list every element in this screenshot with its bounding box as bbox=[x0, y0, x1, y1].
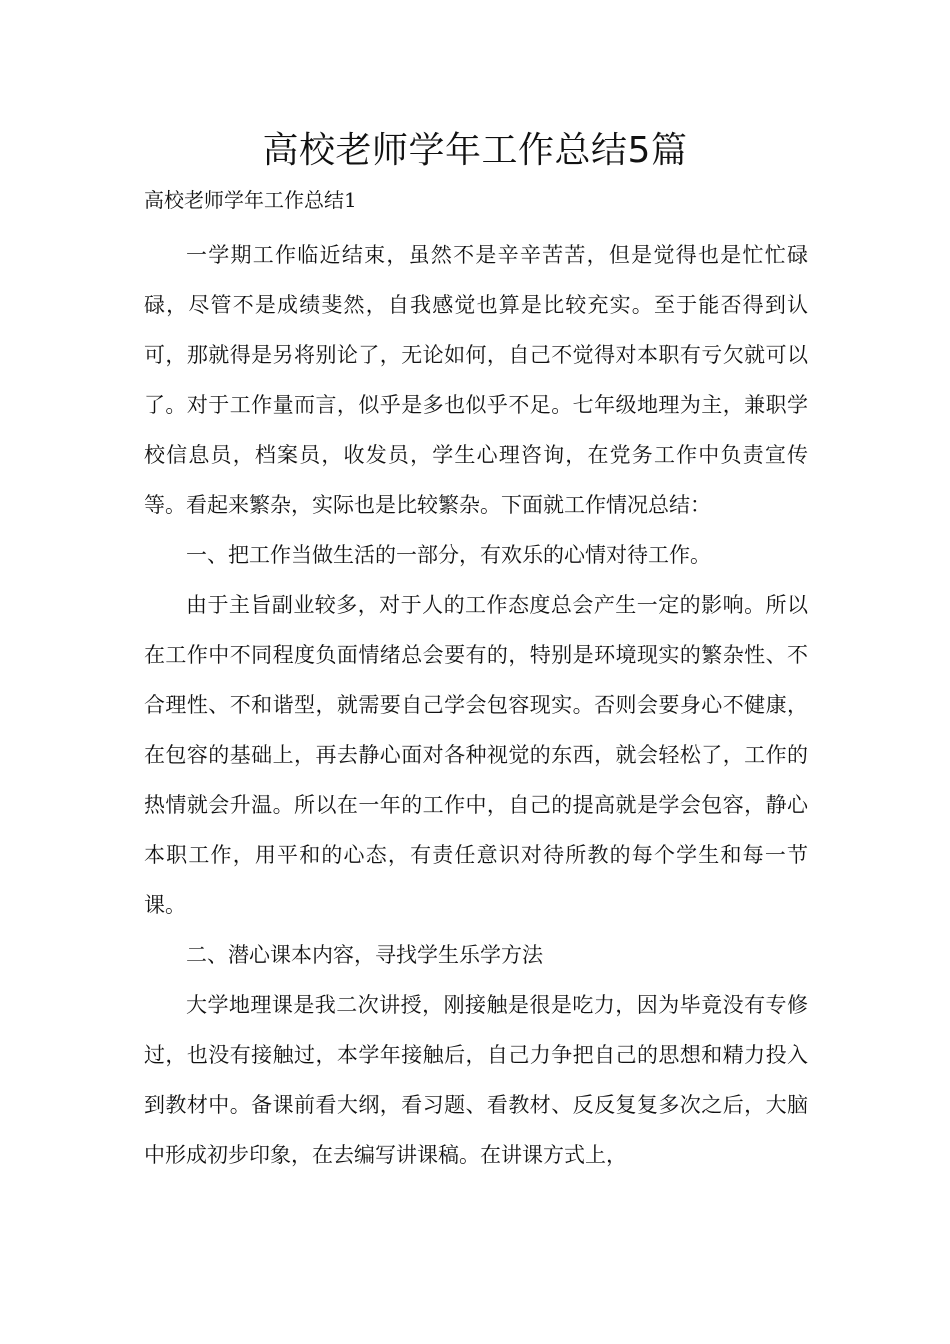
paragraph-intro: 一学期工作临近结束，虽然不是辛辛苦苦，但是觉得也是忙忙碌碌，尽管不是成绩斐然，自我感觉也算是比较充实。至于能否得到认可，那就得是另将别论了，无论如何，自己不觉得对本职有亏欠就可以了。对于工作量而言，似乎是多也似乎不足。七年级地理为主，兼职学校信息员，档案员，收发员，学生心理咨询，在党务工作中负责宣传等。看起来繁杂，实际也是比较繁杂。下面就工作情况总结： bbox=[144, 243, 808, 517]
document-body bbox=[144, 230, 808, 1180]
section-heading: 高校老师学年工作总结1 bbox=[144, 188, 357, 212]
heading-point-two: 二、潜心课本内容，寻找学生乐学方法 bbox=[186, 943, 543, 967]
heading-point-one: 一、把工作当做生活的一部分，有欢乐的心情对待工作。 bbox=[186, 543, 711, 567]
paragraph-point-two: 大学地理课是我二次讲授，刚接触是很是吃力，因为毕竟没有专修过，也没有接触过，本学年接触后，自己力争把自己的思想和精力投入到教材中。备课前看大纲，看习题、看教材、反反复复多次之后，大脑中形成初步印象，在去编写讲课稿。在讲课方式上， bbox=[144, 993, 808, 1167]
document-title: 高校老师学年工作总结5篇 bbox=[262, 130, 688, 171]
paragraph-point-one: 由于主旨副业较多，对于人的工作态度总会产生一定的影响。所以在工作中不同程度负面情绪总会要有的，特别是环境现实的繁杂性、不合理性、不和谐型，就需要自己学会包容现实。否则会要身心不健康，在包容的基础上，再去静心面对各种视觉的东西，就会轻松了，工作的热情就会升温。所以在一年的工作中，自己的提高就是学会包容，静心本职工作，用平和的心态，有责任意识对待所教的每个学生和每一节课。 bbox=[144, 593, 808, 917]
